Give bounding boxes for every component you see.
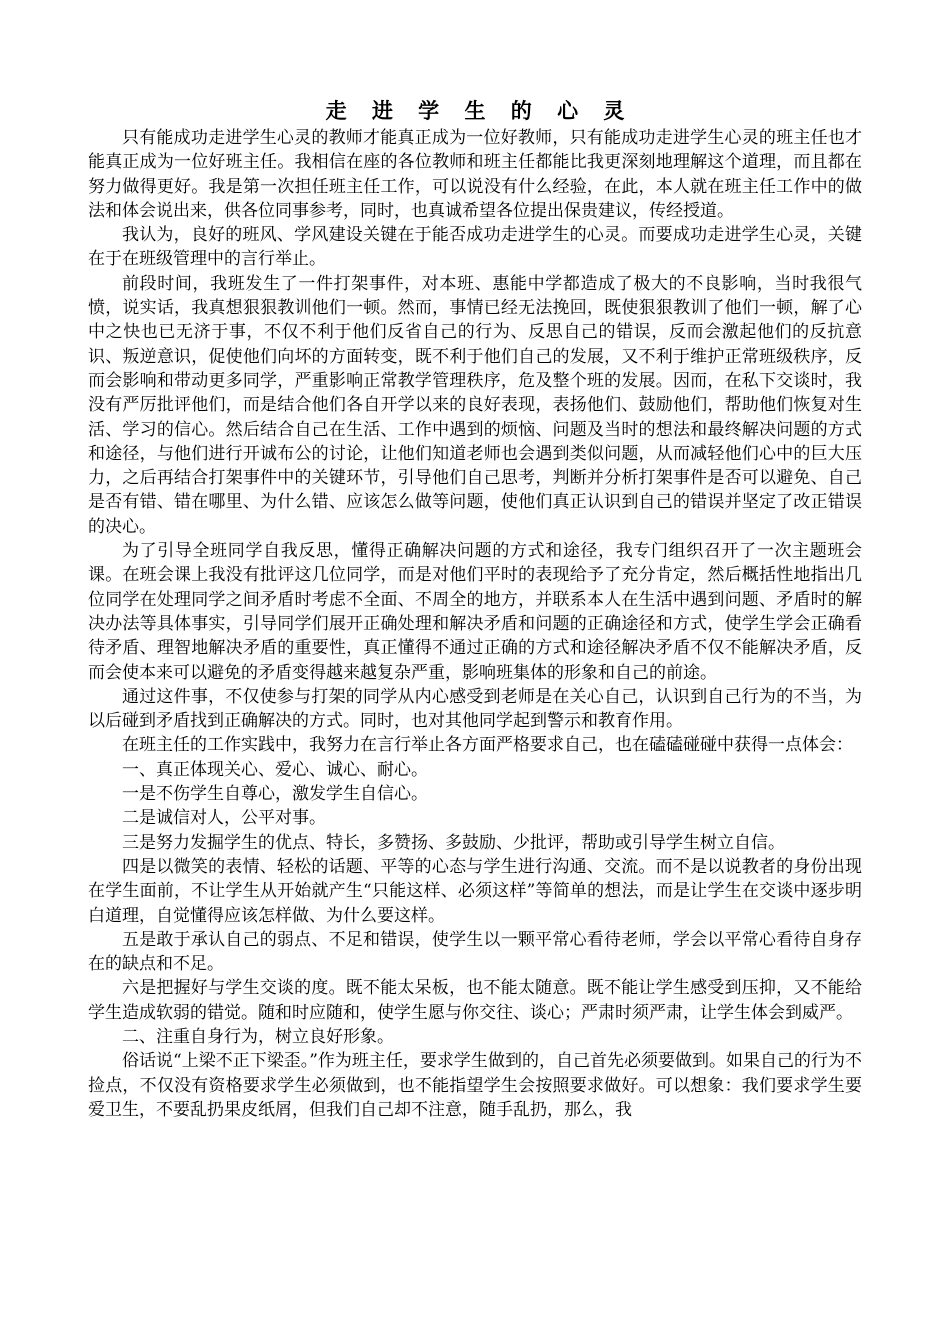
paragraph: 六是把握好与学生交谈的度。既不能太呆板，也不能太随意。既不能让学生感受到压抑，又不能给学生造成软弱的错觉。随和时应随和，使学生愿与你交往、谈心；严肃时须严肃，让学生体会到威严。 [88, 978, 862, 1023]
paragraph: 一、真正体现关心、爱心、诚心、耐心。 [122, 759, 428, 780]
paragraph: 我认为，良好的班风、学风建设关键在于能否成功走进学生的心灵。而要成功走进学生心灵，关键在于在班级管理中的言行举止。 [88, 225, 862, 270]
paragraph: 只有能成功走进学生心灵的教师才能真正成为一位好教师，只有能成功走进学生心灵的班主任也才能真正成为一位好班主任。我相信在座的各位教师和班主任都能比我更深刻地理解这个道理，而且都在努力做得更好。我是第一次担任班主任工作，可以说没有什么经验，在此，本人就在班主任工作中的做法和体会说出来，供各位同事参考，同时，也真诚希望各位提出保贵建议，传经授道。 [88, 128, 862, 221]
paragraph: 二、注重自身行为，树立良好形象。 [122, 1026, 394, 1047]
paragraph: 为了引导全班同学自我反思，懂得正确解决问题的方式和途径，我专门组织召开了一次主题班会课。在班会课上我没有批评这几位同学，而是对他们平时的表现给予了充分肯定，然后概括性地指出几位同学在处理同学之间矛盾时考虑不全面、不周全的地方，并联系本人在生活中遇到问题、矛盾时的解决办法等具体事实，引导同学们展开正确处理和解决矛盾和问题的正确途径和方式，使学生学会正确看待矛盾、理智地解决矛盾的重要性，真正懂得不通过正确的方式和途径解决矛盾不仅不能解决矛盾，反而会使本来可以避免的矛盾变得越来越复杂严重，影响班集体的形象和自己的前途。 [88, 541, 862, 683]
paragraph: 俗话说“上梁不正下梁歪。”作为班主任，要求学生做到的，自己首先必须要做到。如果自己的行为不捡点，不仅没有资格要求学生必须做到，也不能指望学生会按照要求做好。可以想象：我们要求学生要爱卫生，不要乱扔果皮纸屑，但我们自己却不注意，随手乱扔，那么，我 [88, 1051, 862, 1120]
paragraph: 通过这件事，不仅使参与打架的同学从内心感受到老师是在关心自己，认识到自己行为的不当，为以后碰到矛盾找到正确解决的方式。同时，也对其他同学起到警示和教育作用。 [88, 686, 862, 732]
paragraph: 在班主任的工作实践中，我努力在言行举止各方面严格要求自己，也在磕磕碰碰中获得一点体会： [122, 735, 853, 756]
document-title: 走 进 学 生 的 心 灵 [325, 99, 634, 123]
paragraph: 三是努力发掘学生的优点、特长，多赞扬、多鼓励、少批评，帮助或引导学生树立自信。 [122, 832, 785, 853]
paragraph: 四是以微笑的表情、轻松的话题、平等的心态与学生进行沟通、交流。而不是以说教者的身份出现在学生面前，不让学生从开始就产生“只能这样、必须这样”等简单的想法，而是让学生在交谈中逐步明白道理，自觉懂得应该怎样做、为什么要这样。 [88, 856, 862, 926]
document-page [88, 96, 862, 1122]
paragraph: 五是敢于承认自己的弱点、不足和错误，使学生以一颗平常心看待老师，学会以平常心看待自身存在的缺点和不足。 [88, 929, 862, 975]
paragraph: 二是诚信对人，公平对事。 [122, 808, 326, 829]
paragraph: 前段时间，我班发生了一件打架事件，对本班、惠能中学都造成了极大的不良影响，当时我很气愤，说实话，我真想狠狠教训他们一顿。然而，事情已经无法挽回，既使狠狠教训了他们一顿，解了心中之快也已无济于事，不仅不利于他们反省自己的行为、反思自己的错误，反而会激起他们的反抗意识、叛逆意识，促使他们向坏的方面转变，既不利于他们自己的发展，又不利于维护正常班级秩序，反而会影响和带动更多同学，严重影响正常教学管理秩序，危及整个班的发展。因而，在私下交谈时，我没有严厉批评他们，而是结合他们各自开学以来的良好表现，表扬他们、鼓励他们，帮助他们恢复对生活、学习的信心。然后结合自己在生活、工作中遇到的烦恼、问题及当时的想法和最终解决问题的方式和途径，与他们进行开诚布公的讨论，让他们知道老师也会遇到类似问题，从而减轻他们心中的巨大压力，之后再结合打架事件中的关键环节，引导他们自己思考，判断并分析打架事件是否可以避免、自己是否有错、错在哪里、为什么错、应该怎么做等问题，使他们真正认识到自己的错误并坚定了改正错误的决心。 [88, 273, 862, 537]
paragraph: 一是不伤学生自尊心，激发学生自信心。 [122, 784, 428, 805]
